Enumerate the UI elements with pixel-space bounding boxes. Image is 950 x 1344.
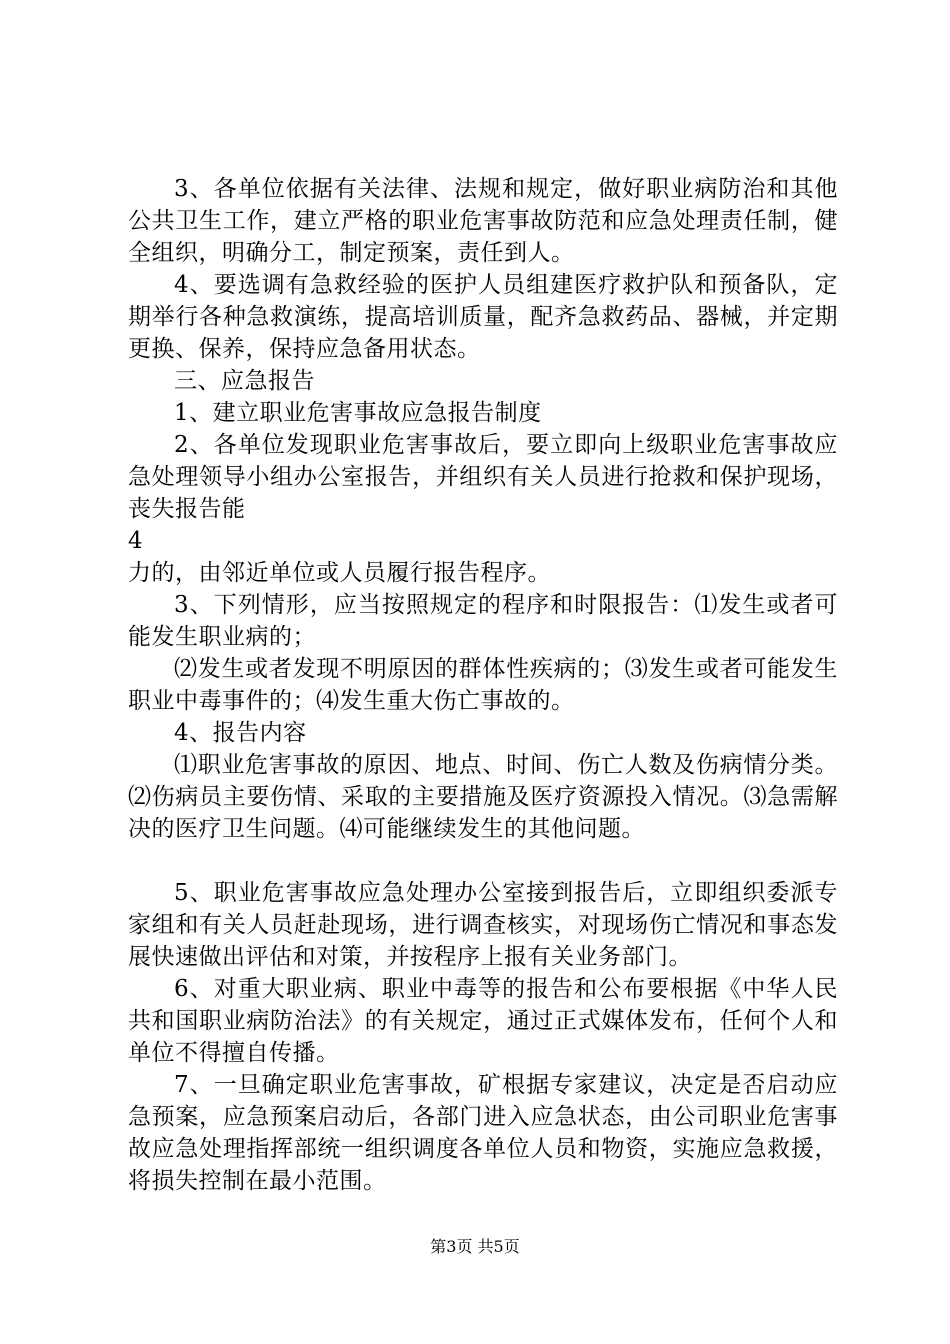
paragraph-report-3-items: ⑵发生或者发现不明原因的群体性疾病的；⑶发生或者可能发生职业中毒事件的；⑷发生重大伤亡事故的。 <box>128 656 838 714</box>
stray-page-number: 4 <box>128 528 144 554</box>
page-footer: 第3页 共5页 <box>430 1237 520 1256</box>
paragraph-report-2-continued: 力的，由邻近单位或人员履行报告程序。 <box>128 560 551 586</box>
section-heading-emergency-report: 三、应急报告 <box>174 368 315 394</box>
document-body <box>128 173 838 1197</box>
paragraph-report-6: 6、对重大职业病、职业中毒等的报告和公布要根据《中华人民共和国职业病防治法》的有关规定，通过正式媒体发布，任何个人和单位不得擅自传播。 <box>128 976 838 1066</box>
paragraph-report-2: 2、各单位发现职业危害事故后，要立即向上级职业危害事故应急处理领导小组办公室报告，并组织有关人员进行抢救和保护现场，丧失报告能 <box>128 432 838 522</box>
paragraph-report-3: 3、下列情形，应当按照规定的程序和时限报告：⑴发生或者可能发生职业病的； <box>128 592 838 650</box>
paragraph-report-7: 7、一旦确定职业危害事故，矿根据专家建议，决定是否启动应急预案，应急预案启动后，各部门进入应急状态，由公司职业危害事故应急处理指挥部统一组织调度各单位人员和物资，实施应急救援，将损失控制在最小范围。 <box>128 1072 838 1194</box>
paragraph-report-5: 5、职业危害事故应急处理办公室接到报告后，立即组织委派专家组和有关人员赶赴现场，进行调查核实，对现场伤亡情况和事态发展快速做出评估和对策，并按程序上报有关业务部门。 <box>128 880 838 970</box>
paragraph-3: 3、各单位依据有关法律、法规和规定，做好职业病防治和其他公共卫生工作，建立严格的职业危害事故防范和应急处理责任制，健全组织，明确分工，制定预案，责任到人。 <box>128 176 838 266</box>
paragraph-4: 4、要选调有急救经验的医护人员组建医疗救护队和预备队，定期举行各种急救演练，提高培训质量，配齐急救药品、器械，并定期更换、保养，保持应急备用状态。 <box>128 272 838 362</box>
paragraph-report-4-heading: 4、报告内容 <box>174 720 307 746</box>
paragraph-report-1: 1、建立职业危害事故应急报告制度 <box>174 400 542 426</box>
paragraph-report-4-content: ⑴职业危害事故的原因、地点、时间、伤亡人数及伤病情分类。⑵伤病员主要伤情、采取的主要措施及医疗资源投入情况。⑶急需解决的医疗卫生问题。⑷可能继续发生的其他问题。 <box>128 752 838 842</box>
